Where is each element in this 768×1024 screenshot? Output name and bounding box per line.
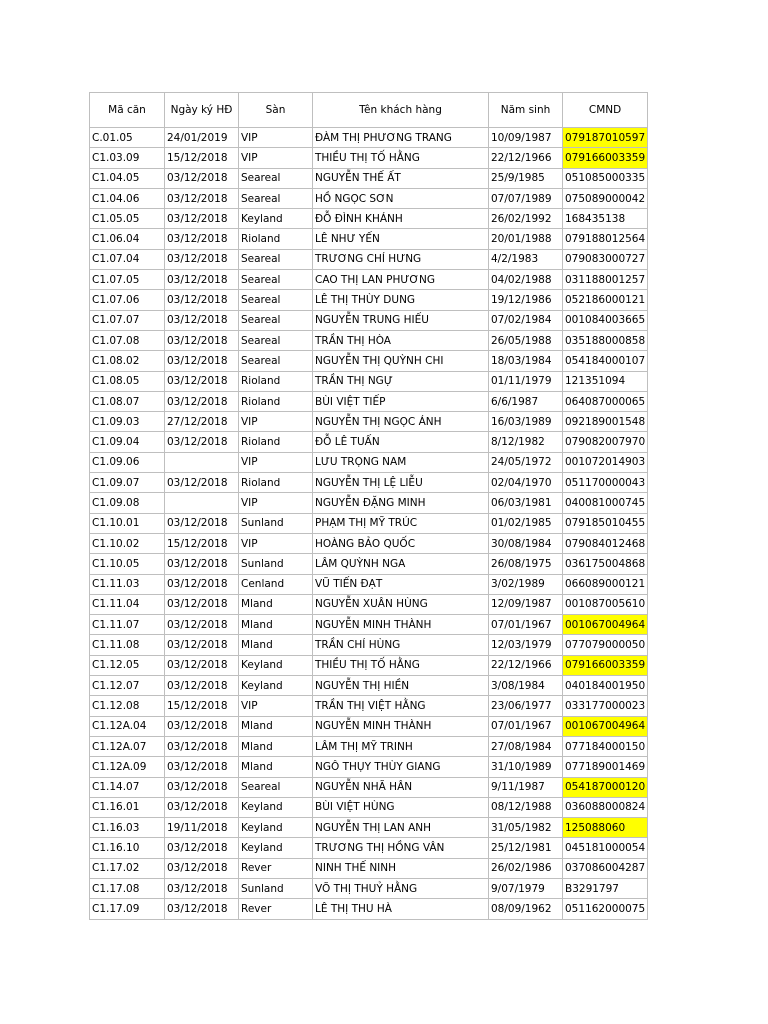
cell-nam-sinh: 06/03/1981 xyxy=(489,493,563,513)
cell-ma-can: C1.08.07 xyxy=(90,391,165,411)
cell-san: Keyland xyxy=(239,838,313,858)
cell-ten-khach-hang: THIỀU THỊ TỐ HẰNG xyxy=(313,655,489,675)
cell-ngay-ky: 03/12/2018 xyxy=(165,188,239,208)
cell-ngay-ky: 24/01/2019 xyxy=(165,128,239,148)
cell-cmnd: 051085000335 xyxy=(563,168,648,188)
cell-cmnd: 052186000121 xyxy=(563,290,648,310)
cell-cmnd: 079188012564 xyxy=(563,229,648,249)
cell-san: Keyland xyxy=(239,209,313,229)
cell-ten-khach-hang: ĐỖ ĐÌNH KHÁNH xyxy=(313,209,489,229)
cell-cmnd: 001087005610 xyxy=(563,594,648,614)
cell-nam-sinh: 26/02/1992 xyxy=(489,209,563,229)
cell-ma-can: C1.12A.09 xyxy=(90,757,165,777)
cell-san: Seareal xyxy=(239,290,313,310)
cell-cmnd: 045181000054 xyxy=(563,838,648,858)
cell-cmnd: 001067004964 xyxy=(563,716,648,736)
cell-ma-can: C1.16.10 xyxy=(90,838,165,858)
cell-ngay-ky: 19/11/2018 xyxy=(165,818,239,838)
cell-ngay-ky: 15/12/2018 xyxy=(165,148,239,168)
table-row xyxy=(90,229,648,249)
cell-nam-sinh: 3/08/1984 xyxy=(489,676,563,696)
cell-ma-can: C1.12.07 xyxy=(90,676,165,696)
cell-san: Rioland xyxy=(239,229,313,249)
cell-ten-khach-hang: NGUYỄN NHÃ HÂN xyxy=(313,777,489,797)
cell-nam-sinh: 12/09/1987 xyxy=(489,594,563,614)
table-row xyxy=(90,473,648,493)
cell-nam-sinh: 02/04/1970 xyxy=(489,473,563,493)
cell-cmnd: 036175004868 xyxy=(563,554,648,574)
cell-san: Seareal xyxy=(239,188,313,208)
cell-cmnd: 040081000745 xyxy=(563,493,648,513)
cell-ten-khach-hang: NGÔ THỤY THÙY GIANG xyxy=(313,757,489,777)
cell-cmnd: 075089000042 xyxy=(563,188,648,208)
cell-cmnd: 001084003665 xyxy=(563,310,648,330)
cell-ma-can: C1.14.07 xyxy=(90,777,165,797)
table-row xyxy=(90,371,648,391)
cell-ma-can: C1.09.08 xyxy=(90,493,165,513)
cell-cmnd: 079082007970 xyxy=(563,432,648,452)
cell-nam-sinh: 01/02/1985 xyxy=(489,513,563,533)
cell-san: Sunland xyxy=(239,554,313,574)
cell-san: Rioland xyxy=(239,432,313,452)
cell-nam-sinh: 30/08/1984 xyxy=(489,533,563,553)
cell-san: Rioland xyxy=(239,391,313,411)
cell-ten-khach-hang: NGUYỄN THỊ QUỲNH CHI xyxy=(313,351,489,371)
cell-san: Keyland xyxy=(239,655,313,675)
cell-ngay-ky: 15/12/2018 xyxy=(165,696,239,716)
cell-san: VIP xyxy=(239,493,313,513)
cell-ma-can: C.01.05 xyxy=(90,128,165,148)
cell-ngay-ky: 27/12/2018 xyxy=(165,412,239,432)
cell-nam-sinh: 20/01/1988 xyxy=(489,229,563,249)
cell-ma-can: C1.12A.04 xyxy=(90,716,165,736)
cell-san: Rever xyxy=(239,899,313,919)
table-row xyxy=(90,391,648,411)
cell-cmnd: 001072014903 xyxy=(563,452,648,472)
cell-ten-khach-hang: NGUYỄN THỊ LAN ANH xyxy=(313,818,489,838)
cell-ngay-ky: 03/12/2018 xyxy=(165,858,239,878)
cell-san: Mland xyxy=(239,716,313,736)
cell-cmnd: 077184000150 xyxy=(563,736,648,756)
cell-ma-can: C1.05.05 xyxy=(90,209,165,229)
header-ngay-ky: Ngày ký HĐ xyxy=(165,93,239,128)
table-row xyxy=(90,615,648,635)
table-row xyxy=(90,818,648,838)
cell-san: Sunland xyxy=(239,513,313,533)
cell-san: Sunland xyxy=(239,878,313,898)
table-row xyxy=(90,310,648,330)
cell-ngay-ky: 03/12/2018 xyxy=(165,899,239,919)
table-row xyxy=(90,513,648,533)
cell-ma-can: C1.12A.07 xyxy=(90,736,165,756)
cell-ten-khach-hang: LÊ THỊ THU HÀ xyxy=(313,899,489,919)
cell-ngay-ky: 03/12/2018 xyxy=(165,391,239,411)
cell-ma-can: C1.06.04 xyxy=(90,229,165,249)
cell-ten-khach-hang: VÕ THỊ THUỶ HẰNG xyxy=(313,878,489,898)
table-row xyxy=(90,696,648,716)
cell-ten-khach-hang: NGUYỄN ĐẶNG MINH xyxy=(313,493,489,513)
cell-nam-sinh: 26/08/1975 xyxy=(489,554,563,574)
cell-ma-can: C1.07.05 xyxy=(90,270,165,290)
cell-nam-sinh: 4/2/1983 xyxy=(489,249,563,269)
cell-cmnd: 054184000107 xyxy=(563,351,648,371)
cell-ten-khach-hang: TRẦN CHÍ HÙNG xyxy=(313,635,489,655)
cell-ten-khach-hang: LÂM QUỲNH NGA xyxy=(313,554,489,574)
cell-ma-can: C1.08.02 xyxy=(90,351,165,371)
header-row xyxy=(90,93,648,128)
cell-ten-khach-hang: LÂM THỊ MỸ TRINH xyxy=(313,736,489,756)
table-row xyxy=(90,249,648,269)
cell-ngay-ky: 03/12/2018 xyxy=(165,615,239,635)
cell-nam-sinh: 23/06/1977 xyxy=(489,696,563,716)
cell-san: Mland xyxy=(239,635,313,655)
cell-ten-khach-hang: NGUYỄN THẾ ẤT xyxy=(313,168,489,188)
cell-cmnd: 079083000727 xyxy=(563,249,648,269)
cell-ten-khach-hang: NGUYỄN MINH THÀNH xyxy=(313,615,489,635)
cell-nam-sinh: 9/07/1979 xyxy=(489,878,563,898)
cell-nam-sinh: 18/03/1984 xyxy=(489,351,563,371)
cell-san: VIP xyxy=(239,128,313,148)
cell-nam-sinh: 07/01/1967 xyxy=(489,716,563,736)
cell-ten-khach-hang: HỒ NGỌC SƠN xyxy=(313,188,489,208)
cell-ngay-ky: 03/12/2018 xyxy=(165,777,239,797)
cell-san: Keyland xyxy=(239,676,313,696)
table-row xyxy=(90,168,648,188)
cell-ngay-ky: 03/12/2018 xyxy=(165,655,239,675)
cell-san: Keyland xyxy=(239,797,313,817)
table-row xyxy=(90,594,648,614)
cell-cmnd: 066089000121 xyxy=(563,574,648,594)
table-row xyxy=(90,716,648,736)
cell-ten-khach-hang: NGUYỄN TRUNG HIẾU xyxy=(313,310,489,330)
cell-ngay-ky: 03/12/2018 xyxy=(165,554,239,574)
cell-cmnd: 037086004287 xyxy=(563,858,648,878)
cell-ma-can: C1.04.06 xyxy=(90,188,165,208)
header-ten-khach-hang: Tên khách hàng xyxy=(313,93,489,128)
cell-ma-can: C1.12.05 xyxy=(90,655,165,675)
cell-nam-sinh: 10/09/1987 xyxy=(489,128,563,148)
cell-san: Seareal xyxy=(239,310,313,330)
cell-ngay-ky: 03/12/2018 xyxy=(165,513,239,533)
cell-ngay-ky: 03/12/2018 xyxy=(165,716,239,736)
cell-ten-khach-hang: NGUYỄN XUÂN HÙNG xyxy=(313,594,489,614)
cell-cmnd: 079185010455 xyxy=(563,513,648,533)
table-row xyxy=(90,290,648,310)
cell-san: Mland xyxy=(239,615,313,635)
cell-nam-sinh: 16/03/1989 xyxy=(489,412,563,432)
cell-ngay-ky: 03/12/2018 xyxy=(165,757,239,777)
cell-ma-can: C1.09.04 xyxy=(90,432,165,452)
table-row xyxy=(90,533,648,553)
cell-nam-sinh: 25/12/1981 xyxy=(489,838,563,858)
cell-cmnd: 121351094 xyxy=(563,371,648,391)
table-row xyxy=(90,574,648,594)
table-row xyxy=(90,351,648,371)
cell-ten-khach-hang: TRẦN THỊ HÒA xyxy=(313,330,489,350)
cell-ngay-ky: 03/12/2018 xyxy=(165,635,239,655)
cell-san: Mland xyxy=(239,736,313,756)
table-row xyxy=(90,128,648,148)
cell-nam-sinh: 19/12/1986 xyxy=(489,290,563,310)
cell-cmnd: 036088000824 xyxy=(563,797,648,817)
cell-ngay-ky: 03/12/2018 xyxy=(165,290,239,310)
cell-ma-can: C1.09.03 xyxy=(90,412,165,432)
cell-ma-can: C1.11.04 xyxy=(90,594,165,614)
cell-ten-khach-hang: CAO THỊ LAN PHƯƠNG xyxy=(313,270,489,290)
cell-cmnd: 079187010597 xyxy=(563,128,648,148)
cell-cmnd: 033177000023 xyxy=(563,696,648,716)
cell-nam-sinh: 08/12/1988 xyxy=(489,797,563,817)
cell-cmnd: 079084012468 xyxy=(563,533,648,553)
table-header xyxy=(90,93,648,128)
cell-ten-khach-hang: ĐỖ LÊ TUẤN xyxy=(313,432,489,452)
cell-ten-khach-hang: NGUYỄN THỊ HIỀN xyxy=(313,676,489,696)
cell-cmnd: 054187000120 xyxy=(563,777,648,797)
cell-nam-sinh: 9/11/1987 xyxy=(489,777,563,797)
cell-san: Seareal xyxy=(239,270,313,290)
cell-cmnd: 079166003359 xyxy=(563,148,648,168)
cell-ma-can: C1.07.06 xyxy=(90,290,165,310)
cell-ngay-ky xyxy=(165,452,239,472)
cell-cmnd: 168435138 xyxy=(563,209,648,229)
cell-cmnd: 035188000858 xyxy=(563,330,648,350)
cell-ma-can: C1.11.07 xyxy=(90,615,165,635)
cell-ten-khach-hang: LÊ THỊ THÙY DUNG xyxy=(313,290,489,310)
cell-san: Rever xyxy=(239,858,313,878)
cell-ngay-ky: 03/12/2018 xyxy=(165,473,239,493)
table-row xyxy=(90,676,648,696)
cell-nam-sinh: 07/02/1984 xyxy=(489,310,563,330)
cell-ten-khach-hang: TRẦN THỊ VIỆT HẰNG xyxy=(313,696,489,716)
cell-san: Mland xyxy=(239,594,313,614)
table-row xyxy=(90,899,648,919)
cell-san: Rioland xyxy=(239,473,313,493)
cell-nam-sinh: 26/02/1986 xyxy=(489,858,563,878)
table-row xyxy=(90,736,648,756)
table-row xyxy=(90,412,648,432)
cell-ma-can: C1.09.06 xyxy=(90,452,165,472)
table-row xyxy=(90,432,648,452)
cell-nam-sinh: 22/12/1966 xyxy=(489,655,563,675)
cell-nam-sinh: 12/03/1979 xyxy=(489,635,563,655)
cell-ngay-ky: 03/12/2018 xyxy=(165,736,239,756)
header-ma-can: Mã căn xyxy=(90,93,165,128)
cell-san: VIP xyxy=(239,148,313,168)
cell-ma-can: C1.11.08 xyxy=(90,635,165,655)
cell-ten-khach-hang: HOÀNG BẢO QUỐC xyxy=(313,533,489,553)
customer-table xyxy=(89,92,648,920)
cell-nam-sinh: 6/6/1987 xyxy=(489,391,563,411)
cell-ngay-ky: 15/12/2018 xyxy=(165,533,239,553)
table-row xyxy=(90,493,648,513)
cell-ngay-ky: 03/12/2018 xyxy=(165,574,239,594)
cell-nam-sinh: 31/10/1989 xyxy=(489,757,563,777)
cell-ten-khach-hang: THIỀU THỊ TỐ HẰNG xyxy=(313,148,489,168)
header-cmnd: CMND xyxy=(563,93,648,128)
cell-san: Seareal xyxy=(239,168,313,188)
cell-ma-can: C1.07.08 xyxy=(90,330,165,350)
cell-ma-can: C1.09.07 xyxy=(90,473,165,493)
cell-ma-can: C1.16.03 xyxy=(90,818,165,838)
cell-nam-sinh: 8/12/1982 xyxy=(489,432,563,452)
cell-ma-can: C1.10.01 xyxy=(90,513,165,533)
cell-ma-can: C1.12.08 xyxy=(90,696,165,716)
cell-nam-sinh: 01/11/1979 xyxy=(489,371,563,391)
cell-san: VIP xyxy=(239,696,313,716)
cell-ngay-ky: 03/12/2018 xyxy=(165,270,239,290)
table-row xyxy=(90,797,648,817)
cell-ten-khach-hang: PHẠM THỊ MỸ TRÚC xyxy=(313,513,489,533)
table-row xyxy=(90,209,648,229)
cell-cmnd: B3291797 xyxy=(563,878,648,898)
table-row xyxy=(90,655,648,675)
cell-san: Rioland xyxy=(239,371,313,391)
cell-san: Seareal xyxy=(239,351,313,371)
cell-nam-sinh: 07/01/1967 xyxy=(489,615,563,635)
cell-ma-can: C1.17.02 xyxy=(90,858,165,878)
cell-ma-can: C1.04.05 xyxy=(90,168,165,188)
cell-san: Keyland xyxy=(239,818,313,838)
cell-ngay-ky: 03/12/2018 xyxy=(165,209,239,229)
cell-ngay-ky: 03/12/2018 xyxy=(165,330,239,350)
cell-ma-can: C1.10.02 xyxy=(90,533,165,553)
table-row xyxy=(90,452,648,472)
cell-ma-can: C1.16.01 xyxy=(90,797,165,817)
cell-ten-khach-hang: NINH THẾ NINH xyxy=(313,858,489,878)
cell-san: Mland xyxy=(239,757,313,777)
cell-ten-khach-hang: NGUYỄN THỊ LỆ LIỄU xyxy=(313,473,489,493)
cell-cmnd: 031188001257 xyxy=(563,270,648,290)
cell-ten-khach-hang: TRẦN THỊ NGỰ xyxy=(313,371,489,391)
cell-ngay-ky: 03/12/2018 xyxy=(165,432,239,452)
cell-cmnd: 051162000075 xyxy=(563,899,648,919)
cell-nam-sinh: 27/08/1984 xyxy=(489,736,563,756)
cell-ten-khach-hang: NGUYỄN MINH THÀNH xyxy=(313,716,489,736)
table-row xyxy=(90,777,648,797)
cell-san: VIP xyxy=(239,533,313,553)
cell-ngay-ky: 03/12/2018 xyxy=(165,676,239,696)
cell-ma-can: C1.17.08 xyxy=(90,878,165,898)
cell-ngay-ky xyxy=(165,493,239,513)
cell-nam-sinh: 31/05/1982 xyxy=(489,818,563,838)
cell-cmnd: 092189001548 xyxy=(563,412,648,432)
cell-ma-can: C1.10.05 xyxy=(90,554,165,574)
table-row xyxy=(90,330,648,350)
cell-nam-sinh: 08/09/1962 xyxy=(489,899,563,919)
table-row xyxy=(90,635,648,655)
table-row xyxy=(90,148,648,168)
cell-ten-khach-hang: NGUYỄN THỊ NGỌC ÁNH xyxy=(313,412,489,432)
cell-ngay-ky: 03/12/2018 xyxy=(165,371,239,391)
cell-ngay-ky: 03/12/2018 xyxy=(165,878,239,898)
cell-ngay-ky: 03/12/2018 xyxy=(165,797,239,817)
cell-nam-sinh: 24/05/1972 xyxy=(489,452,563,472)
cell-cmnd: 079166003359 xyxy=(563,655,648,675)
cell-nam-sinh: 25/9/1985 xyxy=(489,168,563,188)
cell-cmnd: 125088060 xyxy=(563,818,648,838)
cell-nam-sinh: 3/02/1989 xyxy=(489,574,563,594)
cell-ten-khach-hang: BÙI VIỆT TIẾP xyxy=(313,391,489,411)
cell-nam-sinh: 07/07/1989 xyxy=(489,188,563,208)
table-row xyxy=(90,858,648,878)
cell-san: Seareal xyxy=(239,249,313,269)
cell-cmnd: 077079000050 xyxy=(563,635,648,655)
cell-ma-can: C1.17.09 xyxy=(90,899,165,919)
cell-nam-sinh: 04/02/1988 xyxy=(489,270,563,290)
table-row xyxy=(90,838,648,858)
cell-ten-khach-hang: TRƯƠNG THỊ HỒNG VÂN xyxy=(313,838,489,858)
cell-san: Cenland xyxy=(239,574,313,594)
cell-ten-khach-hang: TRƯƠNG CHÍ HƯNG xyxy=(313,249,489,269)
cell-ngay-ky: 03/12/2018 xyxy=(165,168,239,188)
cell-ten-khach-hang: ĐÀM THỊ PHƯƠNG TRANG xyxy=(313,128,489,148)
table-row xyxy=(90,188,648,208)
cell-nam-sinh: 22/12/1966 xyxy=(489,148,563,168)
cell-ten-khach-hang: LƯU TRỌNG NAM xyxy=(313,452,489,472)
header-nam-sinh: Năm sinh xyxy=(489,93,563,128)
table-row xyxy=(90,878,648,898)
cell-cmnd: 040184001950 xyxy=(563,676,648,696)
cell-ma-can: C1.07.04 xyxy=(90,249,165,269)
cell-nam-sinh: 26/05/1988 xyxy=(489,330,563,350)
cell-ngay-ky: 03/12/2018 xyxy=(165,838,239,858)
cell-ngay-ky: 03/12/2018 xyxy=(165,229,239,249)
cell-cmnd: 001067004964 xyxy=(563,615,648,635)
table-row xyxy=(90,757,648,777)
table-row xyxy=(90,270,648,290)
cell-ten-khach-hang: BÙI VIỆT HÙNG xyxy=(313,797,489,817)
cell-cmnd: 064087000065 xyxy=(563,391,648,411)
cell-ngay-ky: 03/12/2018 xyxy=(165,351,239,371)
cell-ngay-ky: 03/12/2018 xyxy=(165,594,239,614)
cell-san: VIP xyxy=(239,412,313,432)
cell-ten-khach-hang: LÊ NHƯ YẾN xyxy=(313,229,489,249)
table-row xyxy=(90,554,648,574)
cell-san: VIP xyxy=(239,452,313,472)
cell-cmnd: 077189001469 xyxy=(563,757,648,777)
header-san: Sàn xyxy=(239,93,313,128)
cell-ma-can: C1.08.05 xyxy=(90,371,165,391)
table-body xyxy=(90,128,648,920)
cell-ma-can: C1.11.03 xyxy=(90,574,165,594)
cell-san: Seareal xyxy=(239,330,313,350)
cell-ngay-ky: 03/12/2018 xyxy=(165,249,239,269)
cell-ten-khach-hang: VŨ TIẾN ĐẠT xyxy=(313,574,489,594)
cell-ma-can: C1.07.07 xyxy=(90,310,165,330)
cell-ma-can: C1.03.09 xyxy=(90,148,165,168)
cell-ngay-ky: 03/12/2018 xyxy=(165,310,239,330)
cell-cmnd: 051170000043 xyxy=(563,473,648,493)
cell-san: Seareal xyxy=(239,777,313,797)
